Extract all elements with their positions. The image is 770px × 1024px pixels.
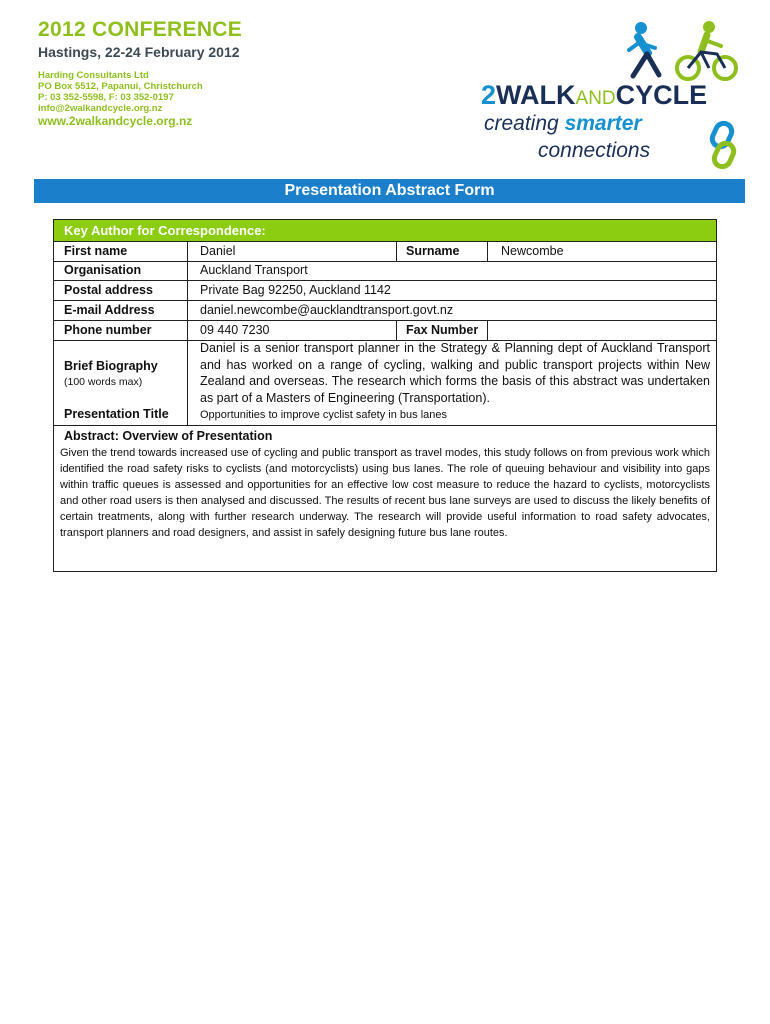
first-name-label: First name <box>64 244 128 258</box>
logo-two: 2 <box>481 80 497 110</box>
bio-word-limit-note: (100 words max) <box>64 376 143 388</box>
walker-cyclist-icon <box>621 18 741 84</box>
tagline-connections: connections <box>538 139 651 162</box>
bio-value[interactable]: Daniel is a senior transport planner in the Strategy & Planning dept of Auckland Transport and has worked on a range of cycling, walking and public transport projects within New Zealand and overseas. The research which forms the basis of this abstract was undertaken as part of a Masters of Engineering (Transportation). <box>200 341 710 405</box>
2walkandcycle-logo <box>476 16 746 166</box>
chain-link-icon <box>708 119 738 173</box>
form-title-bar: Presentation Abstract Form <box>34 179 745 203</box>
postal-label: Postal address <box>64 283 153 297</box>
organisation-value[interactable]: Auckland Transport <box>200 263 308 277</box>
contact-website: www.2walkandcycle.org.nz <box>38 114 193 128</box>
logo-tagline-line1 <box>484 112 642 136</box>
first-name-value[interactable]: Daniel <box>200 244 236 258</box>
logo-wordmark <box>481 80 707 115</box>
surname-value[interactable]: Newcombe <box>501 244 564 258</box>
contact-phone-fax: P: 03 352-5598, F: 03 352-0197 <box>38 92 174 103</box>
row-organisation <box>54 261 716 281</box>
postal-value[interactable]: Private Bag 92250, Auckland 1142 <box>200 283 391 297</box>
logo-cycle: CYCLE <box>615 80 708 110</box>
tagline-creating: creating <box>484 112 559 135</box>
row-postal <box>54 281 716 301</box>
abstract-label: Abstract: Overview of Presentation <box>64 429 273 443</box>
row-email <box>54 301 716 321</box>
contact-email: info@2walkandcycle.org.nz <box>38 103 163 114</box>
bio-label: Brief Biography <box>64 359 158 373</box>
presentation-title-label: Presentation Title <box>64 407 169 421</box>
contact-po-box: PO Box 5512, Papanui, Christchurch <box>38 81 203 92</box>
abstract-value[interactable]: Given the trend towards increased use of cycling and public transport as travel modes, this study follows on from previous work which identified the road safety risks to cyclists (and motorcyclists) using bus lanes. The role of queuing behaviour and visibility into gaps within traffic queues is assessed and opportunities for an effective low cost measure to reduce the hazard to cyclists, motorcyclists and other road users is then analysed and discussed. The results of recent bus lane surveys are used to discuss the likely benefits of certain treatments, along with further research underway. The research will provide useful information to road safety advocates, transport planners and road designers, and assist in safely designing future bus lane routes. <box>60 447 710 539</box>
row-name <box>54 241 716 262</box>
conference-subtitle: Hastings, 22-24 February 2012 <box>38 44 240 60</box>
fax-label: Fax Number <box>406 323 479 337</box>
key-author-header: Key Author for Correspondence: <box>54 220 716 241</box>
organisation-label: Organisation <box>64 263 142 277</box>
row-phone <box>54 321 716 341</box>
surname-label: Surname <box>406 244 460 258</box>
phone-value[interactable]: 09 440 7230 <box>200 323 270 337</box>
conference-title: 2012 CONFERENCE <box>38 18 243 41</box>
fax-value[interactable] <box>491 321 501 340</box>
phone-label: Phone number <box>64 323 152 337</box>
logo-and: AND <box>575 88 616 109</box>
contact-company: Harding Consultants Ltd <box>38 70 149 81</box>
logo-walk: WALK <box>496 80 576 110</box>
presentation-title-value[interactable]: Opportunities to improve cyclist safety in bus lanes <box>200 409 448 421</box>
abstract-form <box>53 219 717 572</box>
tagline-smarter: smarter <box>564 112 642 135</box>
email-value[interactable]: daniel.newcombe@aucklandtransport.govt.nz <box>200 303 454 317</box>
contact-block <box>38 70 203 129</box>
email-label: E-mail Address <box>64 303 155 317</box>
